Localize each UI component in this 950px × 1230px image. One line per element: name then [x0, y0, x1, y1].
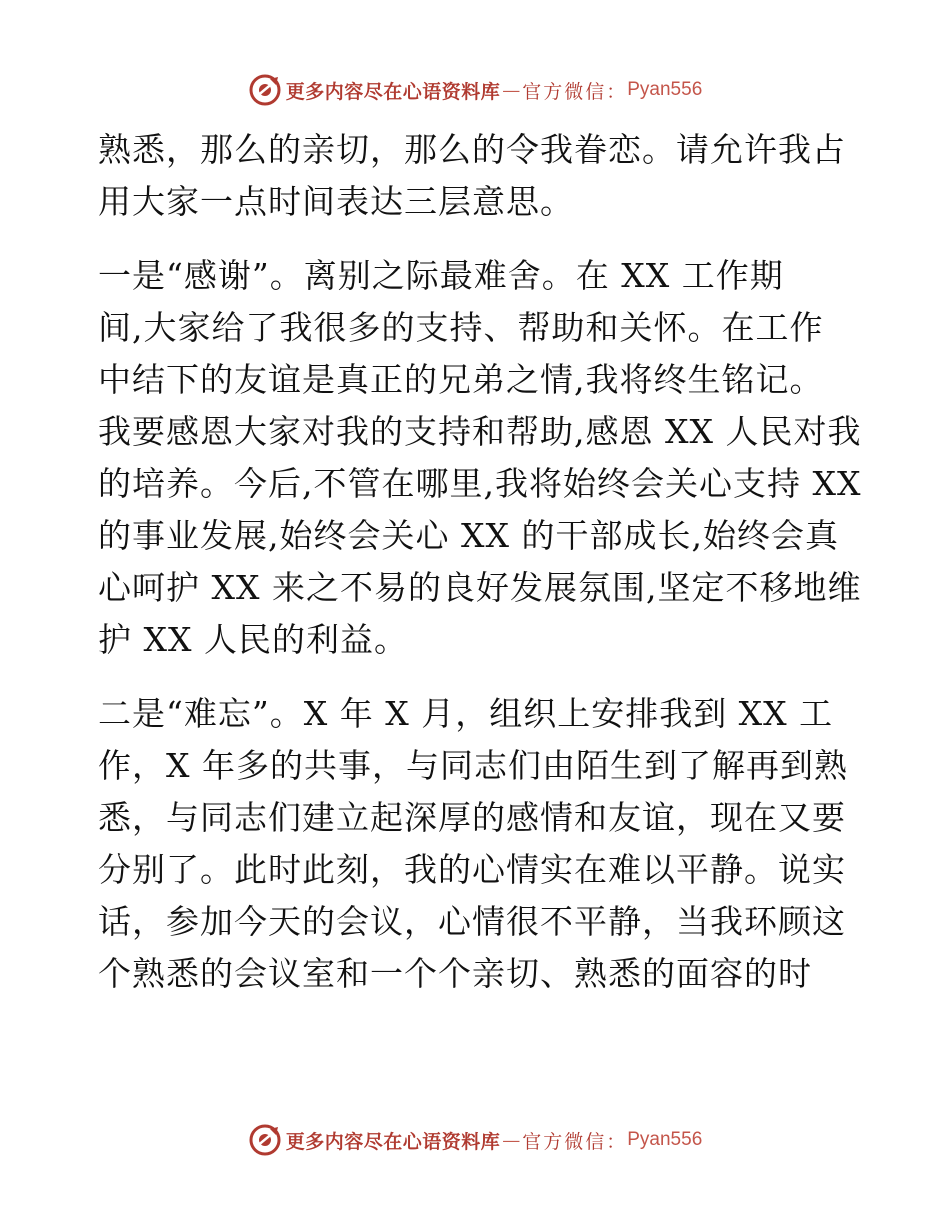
text-line: 护 XX 人民的利益。 [98, 620, 408, 659]
text-line: 个熟悉的会议室和一个个亲切、熟悉的面容的时 [98, 954, 812, 993]
text-line: 的事业发展,始终会关心 XX 的干部成长,始终会真 [98, 516, 839, 555]
text-line: 悉，与同志们建立起深厚的感情和友谊，现在又要 [98, 798, 846, 837]
text-line: 中结下的友谊是真正的兄弟之情,我将终生铭记。 [98, 360, 824, 399]
text-line: 作，X 年多的共事，与同志们由陌生到了解再到熟 [98, 746, 848, 785]
wechat-id: Pyan556 [627, 1129, 703, 1150]
logo-icon [248, 1123, 282, 1157]
banner-dash: — [502, 79, 521, 101]
text-line: 的培养。今后,不管在哪里,我将始终会关心支持 XX [98, 464, 862, 503]
text-line: 二是“难忘”。X 年 X 月，组织上安排我到 XX 工 [98, 694, 834, 733]
text-line: 熟悉，那么的亲切，那么的令我眷恋。请允许我占 [98, 130, 846, 169]
text-line: 用大家一点时间表达三层意思。 [98, 182, 574, 221]
text-line: 间,大家给了我很多的支持、帮助和关怀。在工作 [98, 308, 824, 347]
document-body [98, 124, 862, 1000]
logo-icon [248, 73, 282, 107]
text-line: 分别了。此时此刻，我的心情实在难以平静。说实 [98, 850, 846, 889]
text-line: 心呵护 XX 来之不易的良好发展氛围,坚定不移地维 [98, 568, 862, 607]
paragraph-gap [98, 228, 858, 250]
wechat-label: 官方微信： [522, 80, 628, 103]
banner-dash: — [502, 1129, 521, 1151]
text-line: 一是“感谢”。离别之际最难舍。在 XX 工作期 [98, 256, 784, 295]
wechat-label: 官方微信： [522, 1130, 628, 1153]
brand-text: 更多内容尽在心语资料库 [285, 80, 501, 103]
footer-watermark-banner [0, 1120, 950, 1160]
paragraph-gap [98, 666, 858, 688]
brand-text: 更多内容尽在心语资料库 [285, 1130, 501, 1153]
text-line: 话，参加今天的会议，心情很不平静，当我环顾这 [98, 902, 846, 941]
wechat-id: Pyan556 [627, 79, 703, 100]
header-watermark-banner [0, 70, 950, 110]
text-line: 我要感恩大家对我的支持和帮助,感恩 XX 人民对我 [98, 412, 862, 451]
